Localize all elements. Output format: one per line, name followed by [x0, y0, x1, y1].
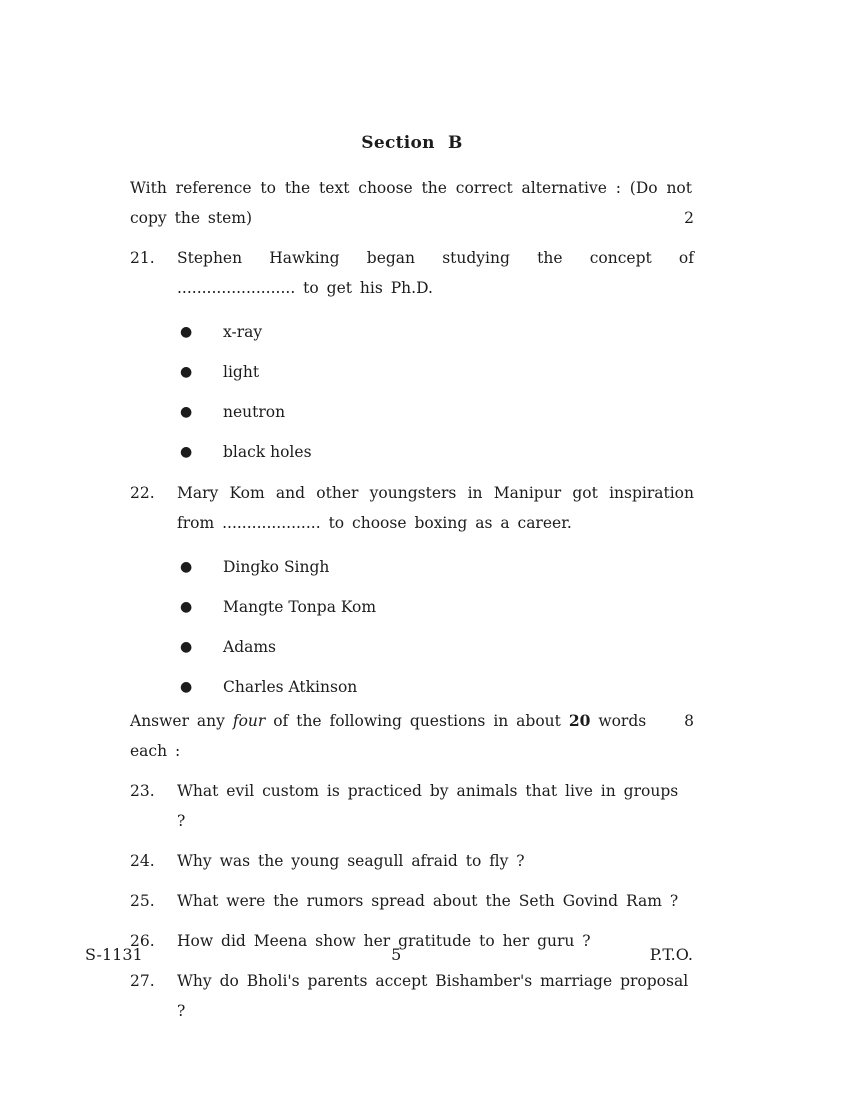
page-number: 5 [391, 945, 402, 964]
question-23 [130, 776, 694, 836]
answer-middle: of the following questions in about [265, 712, 569, 730]
question-22-text: Mary Kom and other youngsters in Manipur got inspiration from .................... to choose boxing as a career. [177, 484, 694, 532]
page-content [130, 133, 694, 1026]
bullet-icon: ● [180, 679, 193, 695]
question-21-number: 21. [130, 249, 155, 267]
answer-bold-word: 20 [568, 711, 591, 730]
question-22 [130, 478, 694, 538]
question-23-text: What evil custom is practiced by animals that live in groups ? [177, 782, 679, 830]
option-label: neutron [223, 403, 286, 421]
intro-instruction-text: With reference to the text choose the correct alternative : (Do not copy the stem) [130, 179, 692, 227]
answer-italic-word: four [232, 712, 266, 730]
option-label: Dingko Singh [223, 558, 330, 576]
question-24-number: 24. [130, 852, 155, 870]
page-footer [85, 945, 693, 964]
question-21-option-2 [180, 361, 694, 383]
bullet-icon: ● [180, 404, 193, 420]
answer-prefix: Answer any [130, 712, 233, 730]
question-21 [130, 243, 694, 303]
answer-instruction [130, 706, 694, 766]
question-22-number: 22. [130, 484, 155, 502]
question-25-text: What were the rumors spread about the Seth Govind Ram ? [177, 892, 679, 910]
intro-instruction [130, 173, 694, 233]
bullet-icon: ● [180, 364, 193, 380]
question-22-option-4 [180, 676, 694, 698]
bullet-icon: ● [180, 324, 193, 340]
question-21-option-1 [180, 321, 694, 343]
question-23-number: 23. [130, 782, 155, 800]
option-label: black holes [223, 443, 312, 461]
question-24-text: Why was the young seagull afraid to fly ? [177, 852, 525, 870]
question-27-number: 27. [130, 972, 155, 990]
option-label: light [223, 363, 260, 381]
section-title: Section B [361, 133, 463, 153]
question-22-option-2 [180, 596, 694, 618]
question-25 [130, 886, 694, 916]
intro-marks: 2 [684, 209, 694, 227]
option-label: x-ray [223, 323, 263, 341]
bullet-icon: ● [180, 559, 193, 575]
option-label: Adams [223, 638, 277, 656]
question-26-text: How did Meena show her gratitude to her guru ? [177, 932, 591, 950]
question-27 [130, 966, 694, 1026]
bullet-icon: ● [180, 639, 193, 655]
answer-instruction-text [130, 706, 684, 766]
bullet-icon: ● [180, 444, 193, 460]
question-21-text: Stephen Hawking began studying the concept of ........................ to get his Ph.D. [177, 249, 694, 297]
question-24 [130, 846, 694, 876]
question-21-option-4 [180, 441, 694, 463]
answer-marks: 8 [684, 712, 694, 730]
question-21-option-3 [180, 401, 694, 423]
pto-label: P.T.O. [649, 945, 693, 964]
option-label: Charles Atkinson [223, 678, 358, 696]
answer-suffix: words each : [130, 712, 647, 760]
question-25-number: 25. [130, 892, 155, 910]
question-22-option-3 [180, 636, 694, 658]
paper-code: S-1131 [85, 945, 143, 964]
option-label: Mangte Tonpa Kom [223, 598, 377, 616]
bullet-icon: ● [180, 599, 193, 615]
question-22-option-1 [180, 556, 694, 578]
question-26-number: 26. [130, 932, 155, 950]
question-27-text: Why do Bholi's parents accept Bishamber's marriage proposal ? [177, 972, 689, 1020]
